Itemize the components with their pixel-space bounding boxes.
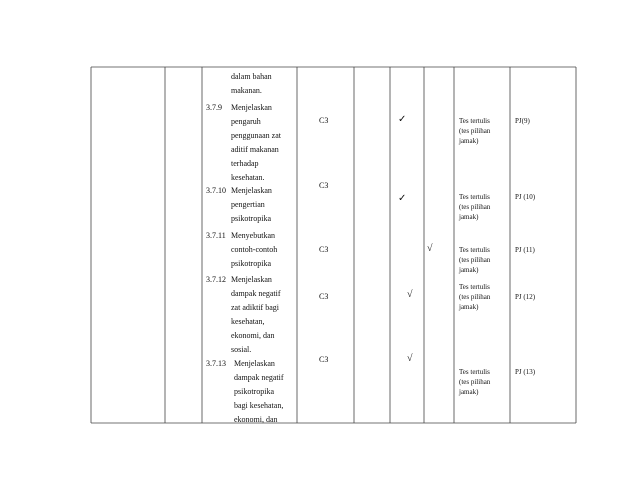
indicator-text: dampak negatif (234, 373, 284, 382)
indicator-code: 3.7.12 (206, 275, 226, 284)
assessment-text: jamak) (459, 213, 479, 221)
level-label: C3 (319, 116, 329, 125)
check-mark-icon: ✓ (398, 193, 407, 204)
assessment-text: jamak) (459, 388, 479, 396)
level-label: C3 (319, 292, 329, 301)
indicator-text: contoh-contoh (231, 245, 278, 254)
indicator-text: penggunaan zat (231, 131, 281, 140)
level-label: C3 (319, 181, 329, 190)
indicator-text: zat adiktif bagi (231, 303, 279, 312)
assessment-text: Tes tertulis (459, 246, 490, 254)
indicator-text: psikotropika (234, 387, 274, 396)
assessment-text: jamak) (459, 137, 479, 145)
indicator-text: aditif makanan (231, 145, 279, 154)
root-mark-icon: √ (407, 289, 413, 300)
item-number: PJ (10) (515, 193, 536, 201)
indicator-text: Menyebutkan (231, 231, 275, 240)
indicator-code: 3.7.13 (206, 359, 226, 368)
check-mark-icon: ✓ (398, 114, 407, 125)
indicator-text: kesehatan. (231, 173, 265, 182)
level-label: C3 (319, 245, 329, 254)
assessment-text: (tes pilihan (459, 256, 491, 264)
indicator-text: dalam bahan (231, 72, 272, 81)
indicator-text: terhadap (231, 159, 259, 168)
item-number: PJ(9) (515, 117, 530, 125)
assessment-text: (tes pilihan (459, 378, 491, 386)
assessment-text: Tes tertulis (459, 368, 490, 376)
indicator-text: ekonomi, dan (234, 415, 278, 424)
indicator-code: 3.7.11 (206, 231, 226, 240)
indicator-text: dampak negatif (231, 289, 281, 298)
item-number: PJ (11) (515, 246, 535, 254)
assessment-text: Tes tertulis (459, 283, 490, 291)
assessment-text: jamak) (459, 266, 479, 274)
assessment-text: (tes pilihan (459, 203, 491, 211)
indicator-text: ekonomi, dan (231, 331, 275, 340)
item-number: PJ (13) (515, 368, 536, 376)
indicator-text: kesehatan, (231, 317, 265, 326)
assessment-text: Tes tertulis (459, 117, 490, 125)
indicator-text: sosial. (231, 345, 252, 354)
indicator-text: psikotropika (231, 214, 271, 223)
level-label: C3 (319, 355, 329, 364)
indicator-text: pengaruh (231, 117, 261, 126)
root-mark-icon: √ (427, 243, 433, 254)
assessment-text: (tes pilihan (459, 293, 491, 301)
indicator-text: makanan. (231, 86, 262, 95)
assessment-text: jamak) (459, 303, 479, 311)
assessment-text: Tes tertulis (459, 193, 490, 201)
indicator-code: 3.7.10 (206, 186, 226, 195)
indicator-text: bagi kesehatan, (234, 401, 284, 410)
indicator-text: psikotropika (231, 259, 271, 268)
root-mark-icon: √ (407, 353, 413, 364)
indicator-text: Menjelaskan (231, 275, 272, 284)
indicator-text: Menjelaskan (231, 186, 272, 195)
item-number: PJ (12) (515, 293, 536, 301)
indicator-text: Menjelaskan (231, 103, 272, 112)
assessment-text: (tes pilihan (459, 127, 491, 135)
indicator-text: Menjelaskan (234, 359, 275, 368)
indicator-code: 3.7.9 (206, 103, 222, 112)
indicator-text: pengertian (231, 200, 265, 209)
